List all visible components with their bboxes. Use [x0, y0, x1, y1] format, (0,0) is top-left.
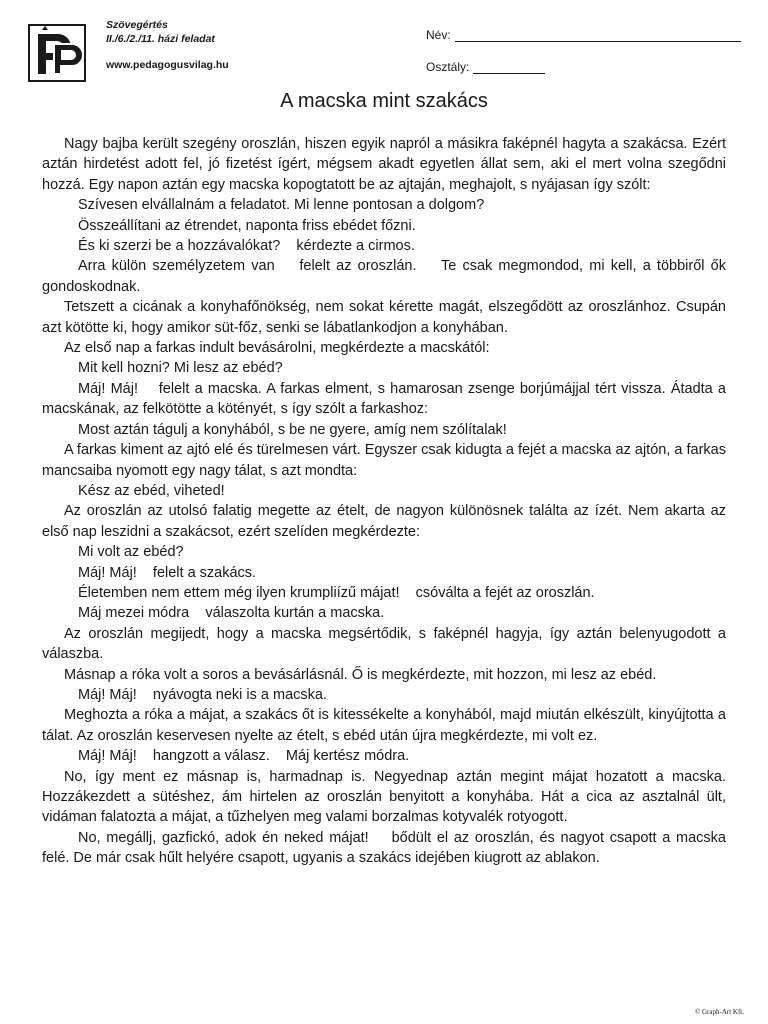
name-field[interactable] [426, 28, 741, 42]
paragraph: Kész az ebéd, viheted! [78, 482, 225, 499]
assignment-code: II./6./2./11. házi feladat [106, 33, 215, 45]
paragraph: Az első nap a farkas indult bevásárolni, megkérdezte a macskától: [64, 340, 490, 357]
paragraph: A farkas kiment az ajtó elé és türelmesen várt. Egyszer csak kidugta a fejét a macska az ajtón, a farkas mancsaiba nyomott egy nagy tálat, s azt mondta: [42, 442, 731, 479]
paragraph: No, megállj, gazfickó, adok én neked májat! bődült el az oroszlán, és nagyot csapott a macska felé. De már csak hűlt helyére csapott, ugyanis a szakács idejében kiugrott az ablakon. [42, 829, 731, 867]
paragraph: Máj! Máj! felelt a macska. A farkas elment, s hamarosan zsenge borjúmájjal tért vissza. Átadta a macskának, az felkötötte a kötényét, s így szólt a farkashoz: [42, 380, 731, 418]
paragraph: Arra külön személyzetem van felelt az oroszlán. Te csak megmondod, mi kell, a többiről ők gondoskodnak. [42, 258, 731, 295]
class-line[interactable] [473, 72, 545, 74]
paragraph: Az oroszlán megijedt, hogy a macska megsértődik, s faképnél hagyja, így aztán belenyugodott a válaszba. [42, 625, 731, 663]
name-line[interactable] [455, 40, 741, 42]
category-label: Szövegértés [106, 19, 168, 31]
paragraph: Most aztán tágulj a konyhából, s be ne gyere, amíg nem szólítalak! [78, 421, 507, 438]
paragraph: Tetszett a cicának a konyhafőnökség, nem sokat kérette magát, elszegődött az oroszlánhoz. Csupán azt kötötte ki, hogy amikor süt-főz, senki se lábatlankodjon a konyhában. [42, 299, 731, 336]
pedagogusvilag-logo-icon [28, 24, 86, 82]
copyright: © Graph-Art Kft. [694, 1008, 744, 1016]
paragraph: Mit kell hozni? Mi lesz az ebéd? [78, 360, 283, 377]
paragraph: No, így ment ez másnap is, harmadnap is. Negyednap aztán megint májat hozatott a macska. Hozzákezdett a sütéshez, ám hirtelen az oroszlán benyitott a konyhába. Hát a cica az asztalnál ült, vidáman falatozta a májat, a tűzhelyen meg valami borzalmas kotyvalék rotyogott. [42, 768, 731, 826]
worksheet-meta [106, 18, 229, 72]
paragraph: Máj! Máj! felelt a szakács. [78, 564, 257, 581]
story-text [42, 134, 731, 869]
header [28, 14, 748, 84]
paragraph: És ki szerzi be a hozzávalókat? kérdezte a cirmos. [78, 238, 415, 255]
paragraph: Mi volt az ebéd? [78, 544, 184, 561]
name-label: Név: [426, 28, 451, 42]
paragraph: Meghozta a róka a májat, a szakács őt is kitessékelte a konyhából, majd miután elkészült, kinyújtotta a tálat. Az oroszlán keservesen nyelte az ételt, s ebéd után újra megkérdezte, mi volt ez. [42, 707, 731, 744]
paragraph: Szívesen elvállalnám a feladatot. Mi lenne pontosan a dolgom? [78, 197, 485, 214]
paragraph: Összeállítani az étrendet, naponta friss ebédet főzni. [78, 217, 416, 234]
paragraph: Az oroszlán az utolsó falatig megette az ételt, de nagyon különösnek találta az ízét. Nem akarta az első nap leszidni a szakácsot, ezért szelíden megkérdezte: [42, 503, 731, 540]
page-title: A macska mint szakács [280, 90, 488, 112]
paragraph: Máj mezei módra válaszolta kurtán a macska. [78, 605, 385, 622]
paragraph: Máj! Máj! hangzott a válasz. Máj kertész módra. [78, 748, 410, 765]
class-label: Osztály: [426, 60, 470, 74]
paragraph: Máj! Máj! nyávogta neki is a macska. [78, 686, 328, 703]
paragraph: Nagy bajba került szegény oroszlán, hiszen egyik napról a másikra faképnél hagyta a szakácsa. Ezért aztán hirdetést adott fel, jó fizetést ígért, mégsem akadt egyetlen állat sem, aki el mert volna szegődni hozzá. Egy napon aztán egy macska kopogtatott be az ajtaján, meghajolt, s nyájasan így szólt: [42, 136, 731, 193]
website-link[interactable]: www.pedagogusvilag.hu [106, 59, 229, 71]
class-field[interactable] [426, 60, 545, 74]
paragraph: Életemben nem ettem még ilyen krumpliízű májat! csóválta a fejét az oroszlán. [78, 584, 595, 601]
paragraph: Másnap a róka volt a soros a bevásárlásnál. Ő is megkérdezte, mit hozzon, mi lesz az ebéd. [64, 666, 657, 683]
